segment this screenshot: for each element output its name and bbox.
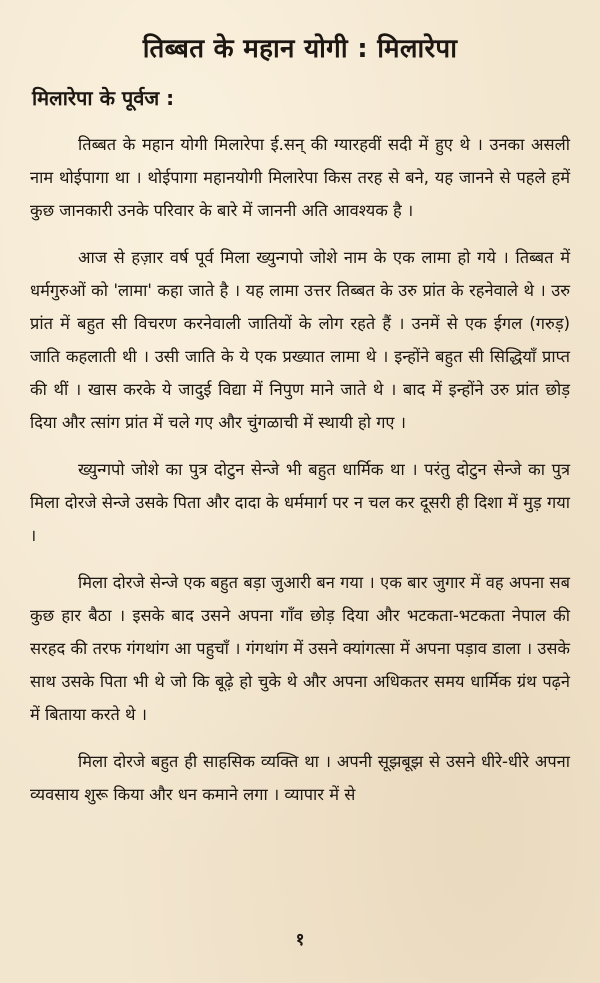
paragraph-2: आज से हज़ार वर्ष पूर्व मिला ख्युन्गपो जोशे नाम के एक लामा हो गये । तिब्बत में धर्मगुरुओं को 'लामा' कहा जाते है । यह लामा उत्तर तिब्बत के उरु प्रांत के रहनेवाले थे । उरु प्रांत में बहुत सी विचरण करनेवाली जातियों के लोग रहते हैं । उनमें से एक ईगल (गरुड़) जाति कहलाती थी । उसी जाति के ये एक प्रख्यात लामा थे । इन्होंने बहुत सी सिद्धियाँ प्राप्त की थीं । खास करके ये जादुई विद्या में निपुण माने जाते थे । बाद में इन्होंने उरु प्रांत छोड़ दिया और त्सांग प्रांत में चले गए और चुंगळाची में स्थायी हो गए ।: [30, 248, 570, 432]
paragraph-5: मिला दोरजे बहुत ही साहसिक व्यक्ति था । अपनी सूझबूझ से उसने धीरे-धीरे अपना व्यवसाय शुरू किया और धन कमाने लगा । व्यापार में से: [30, 752, 570, 804]
section-heading: मिलारेपा के पूर्वज :: [32, 86, 175, 110]
page-number: १: [295, 930, 305, 950]
paragraph-3: ख्युन्गपो जोशे का पुत्र दोटुन सेन्जे भी बहुत धार्मिक था । परंतु दोटुन सेन्जे का पुत्र मिला दोरजे सेन्जे उसके पिता और दादा के धर्ममार्ग पर न चल कर दूसरी ही दिशा में मुड़ गया ।: [30, 460, 570, 545]
paragraph-1: तिब्बत के महान योगी मिलारेपा ई.सन् की ग्यारहवीं सदी में हुए थे । उनका असली नाम थोईपागा था । थोईपागा महानयोगी मिलारेपा किस तरह से बने, यह जानने से पहले हमें कुछ जानकारी उनके परिवार के बारे में जाननी अति आवश्यक है ।: [30, 135, 570, 220]
paragraph-4: मिला दोरजे सेन्जे एक बहुत बड़ा जुआरी बन गया । एक बार जुगार में वह अपना सब कुछ हार बैठा । इसके बाद उसने अपना गाँव छोड़ दिया और भटकता-भटकता नेपाल की सरहद की तरफ गंगथांग आ पहुचाँ । गंगथांग में उसने क्यांगत्सा में अपना पड़ाव डाला । उसके साथ उसके पिता भी थे जो कि बूढ़े हो चुके थे और अपना अधिकतर समय धार्मिक ग्रंथ पढ़ने में बिताया करते थे ।: [30, 573, 570, 724]
page-title: तिब्बत के महान योगी : मिलारेपा: [142, 34, 458, 64]
